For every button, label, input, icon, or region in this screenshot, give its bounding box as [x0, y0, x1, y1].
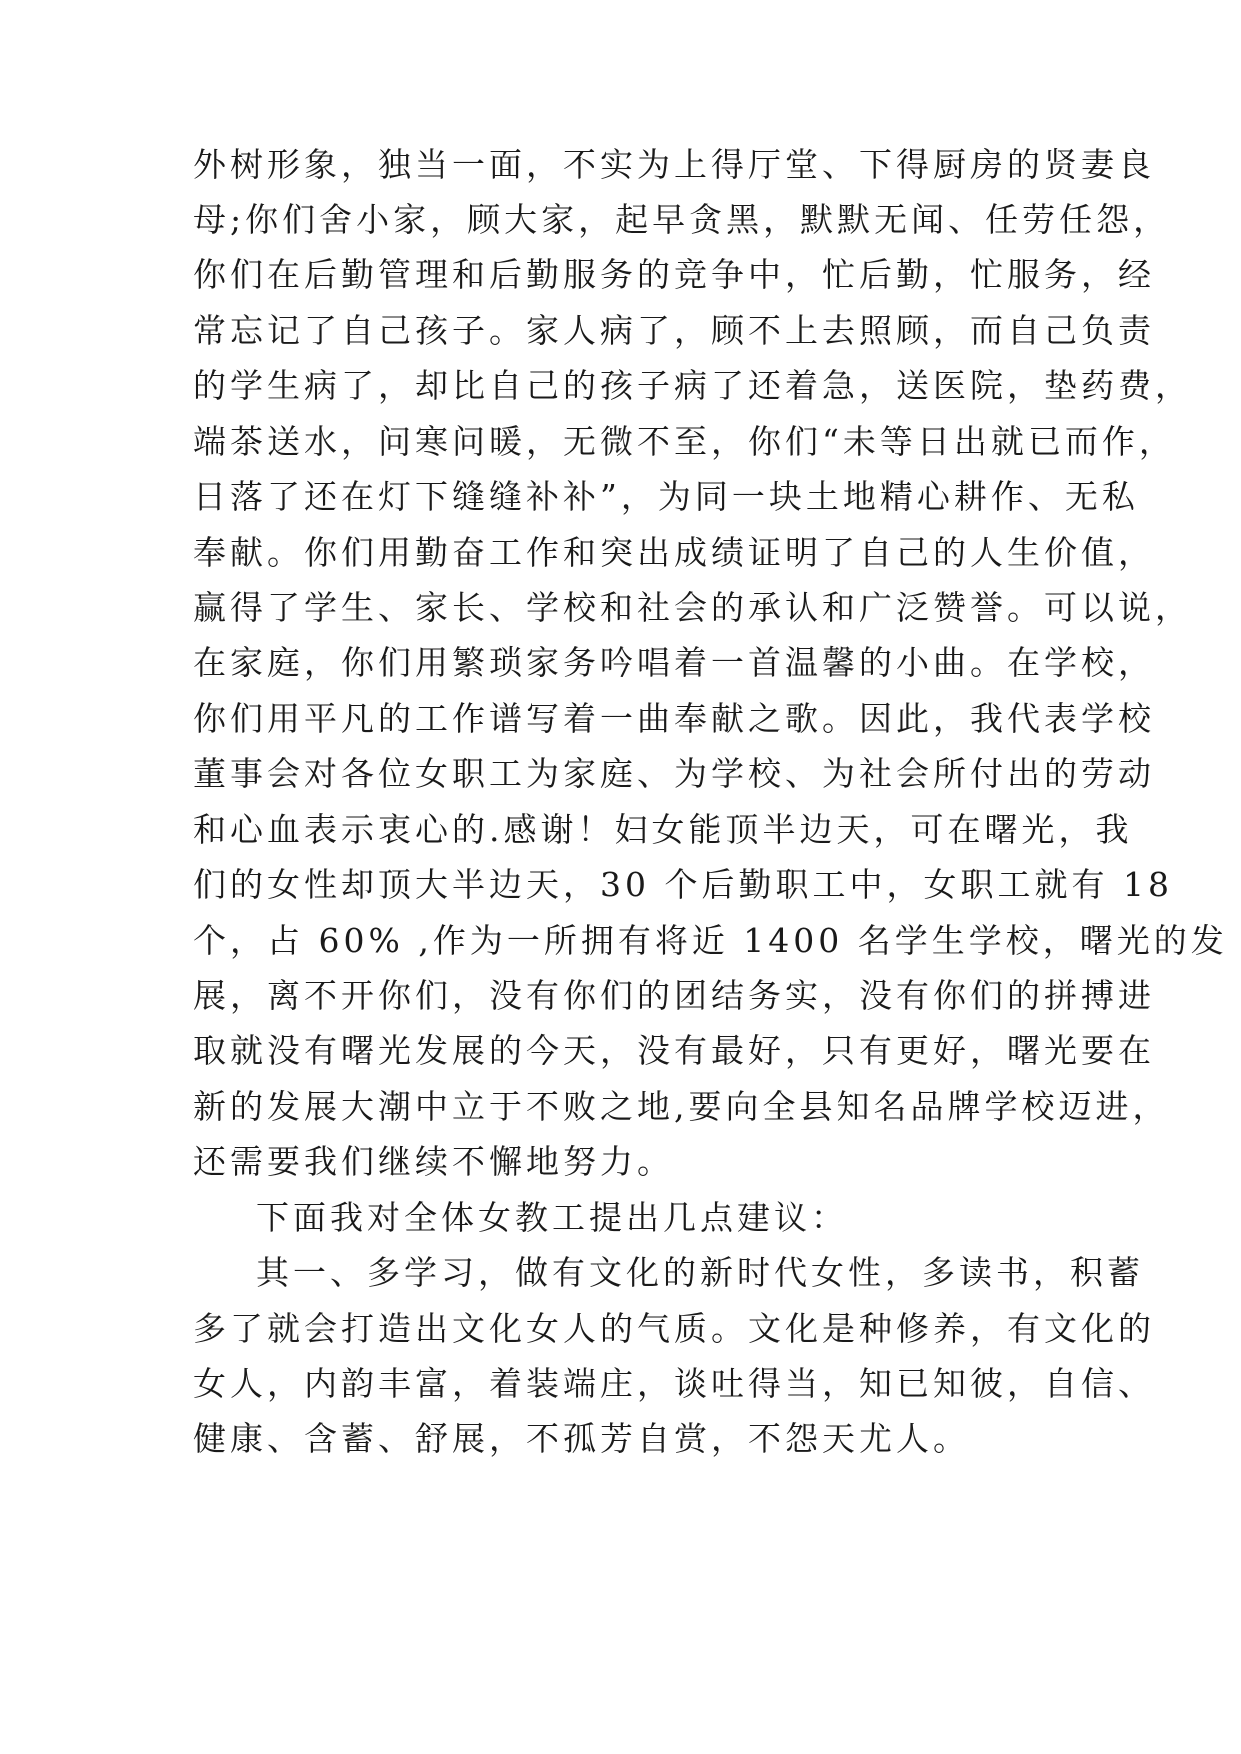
text-line: 在家庭，你们用繁琐家务吟唱着一首温馨的小曲。在学校， — [193, 643, 1155, 682]
text-line: 们的女性却顶大半边天，30 个后勤职工中，女职工就有 18 — [193, 865, 1173, 904]
text-line: 端茶送水，问寒问暖，无微不至，你们“未等日出就已而作， — [193, 422, 1176, 461]
text-line: 健康、含蓄、舒展，不孤芳自赏，不怨天尤人。 — [193, 1419, 970, 1458]
text-line: 你们在后勤管理和后勤服务的竞争中，忙后勤，忙服务，经 — [193, 255, 1155, 294]
text-line: 个，占 60% ,作为一所拥有将近 1400 名学生学校，曙光的发 — [193, 921, 1228, 960]
text-line: 的学生病了，却比自己的孩子病了还着急，送医院，垫药费， — [193, 366, 1192, 405]
text-line: 展，离不开你们，没有你们的团结务实，没有你们的拼搏进 — [193, 976, 1155, 1015]
text-line: 还需要我们继续不懈地努力。 — [193, 1142, 674, 1181]
text-line: 奉献。你们用勤奋工作和突出成绩证明了自己的人生价值， — [193, 533, 1155, 572]
text-line: 外树形象，独当一面，不实为上得厅堂、下得厨房的贤妻良 — [193, 145, 1155, 184]
text-line: 和心血表示衷心的.感谢！妇女能顶半边天，可在曙光，我 — [193, 810, 1133, 849]
text-line: 新的发展大潮中立于不败之地,要向全县知名品牌学校迈进， — [193, 1087, 1170, 1126]
paragraph-first-line: 其一、多学习，做有文化的新时代女性，多读书，积蓄 — [256, 1253, 1144, 1292]
text-line: 多了就会打造出文化女人的气质。文化是种修养，有文化的 — [193, 1309, 1155, 1348]
text-line: 赢得了学生、家长、学校和社会的承认和广泛赞誉。可以说， — [193, 588, 1192, 627]
text-line: 你们用平凡的工作谱写着一曲奉献之歌。因此，我代表学校 — [193, 699, 1155, 738]
text-line: 常忘记了自己孩子。家人病了，顾不上去照顾，而自己负责 — [193, 311, 1155, 350]
text-line: 董事会对各位女职工为家庭、为学校、为社会所付出的劳动 — [193, 754, 1155, 793]
text-line: 日落了还在灯下缝缝补补”，为同一块土地精心耕作、无私 — [193, 477, 1139, 516]
text-line: 取就没有曙光发展的今天，没有最好，只有更好，曙光要在 — [193, 1031, 1155, 1070]
text-line: 母;你们舍小家，顾大家，起早贪黑，默默无闻、任劳任怨， — [193, 200, 1171, 239]
text-line: 女人，内韵丰富，着装端庄，谈吐得当，知已知彼，自信、 — [193, 1364, 1155, 1403]
paragraph-first-line: 下面我对全体女教工提出几点建议： — [256, 1198, 848, 1237]
